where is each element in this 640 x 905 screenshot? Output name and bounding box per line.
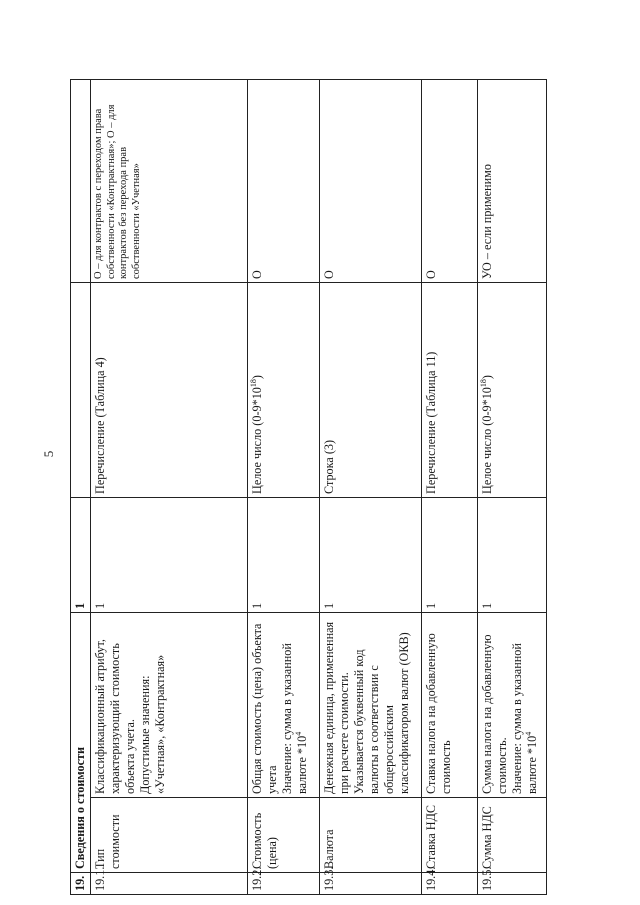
row-description-line: Указывается буквенный код валюты в соответствии с общероссийским классификатором валют (ОКВ) [352,632,411,794]
row-requirement: О [248,79,320,282]
row-multiplicity: 1 [91,497,248,612]
section-req-cell [71,79,91,282]
cost-info-table [70,79,547,895]
row-number: 19.3. [320,873,422,895]
row-description [422,612,478,797]
row-name: Стоимость (цена) [248,798,320,873]
table-row [320,79,422,894]
row-multiplicity: 1 [248,497,320,612]
table-row [248,79,320,894]
section-multiplicity: 1 [71,497,91,612]
row-name: Ставка НДС [422,798,478,873]
table-row [478,79,547,894]
row-multiplicity: 1 [478,497,547,612]
row-type: Строка (3) [320,282,422,497]
row-description-line: Денежная единица, примененная при расчете стоимости. [322,621,351,794]
row-description [248,612,320,797]
row-description-line: Сумма налога на добавленную стоимость. [480,634,509,794]
row-description-line: Общая стоимость (цена) объекта учета [250,623,279,794]
row-description [320,612,422,797]
row-type: Целое число $(0-9*10^{18})$ [248,282,320,497]
section-header-row [71,79,91,894]
rotated-table-container [70,80,539,895]
row-number: 19.2. [248,873,320,895]
row-number: 19.1. [91,873,248,895]
row-description-line: Ставка налога на добавленную стоимость [424,633,453,794]
section-number: 19. [71,873,91,895]
row-description-line: Значение: сумма в указанной валюте $*10^4$ [510,643,539,794]
row-name: Валюта [320,798,422,873]
table-row [422,79,478,894]
row-description [478,612,547,797]
section-title: Сведения о стоимости [71,612,91,872]
page-number: 5 [41,450,56,458]
row-type: Перечисление (Таблица 4) [91,282,248,497]
row-description-line: Классификационный атрибут, характеризующий стоимость объекта учета. [93,639,137,794]
row-requirement: О – для контрактов с переходом права собственности «Контрактная»; О – для контрактов без перехода прав собственности «Учетная» [91,79,248,282]
row-number: 19.4. [422,873,478,895]
row-name: Тип стоимости [91,798,248,873]
row-requirement: О [320,79,422,282]
row-multiplicity: 1 [422,497,478,612]
row-description [91,612,248,797]
row-description-line: Значение: сумма в указанной валюте $*10^4$ [280,643,309,794]
section-type-cell [71,282,91,497]
row-number: 19.5. [478,873,547,895]
row-description-line: Допустимые значения: «Учетная», «Контрактная» [138,654,167,794]
row-type: Целое число $(0-9*10^{18})$ [478,282,547,497]
row-requirement: О [422,79,478,282]
row-type: Перечисление (Таблица 11) [422,282,478,497]
table-row [91,79,248,894]
row-name: Сумма НДС [478,798,547,873]
row-requirement: УО – если применимо [478,79,547,282]
row-multiplicity: 1 [320,497,422,612]
